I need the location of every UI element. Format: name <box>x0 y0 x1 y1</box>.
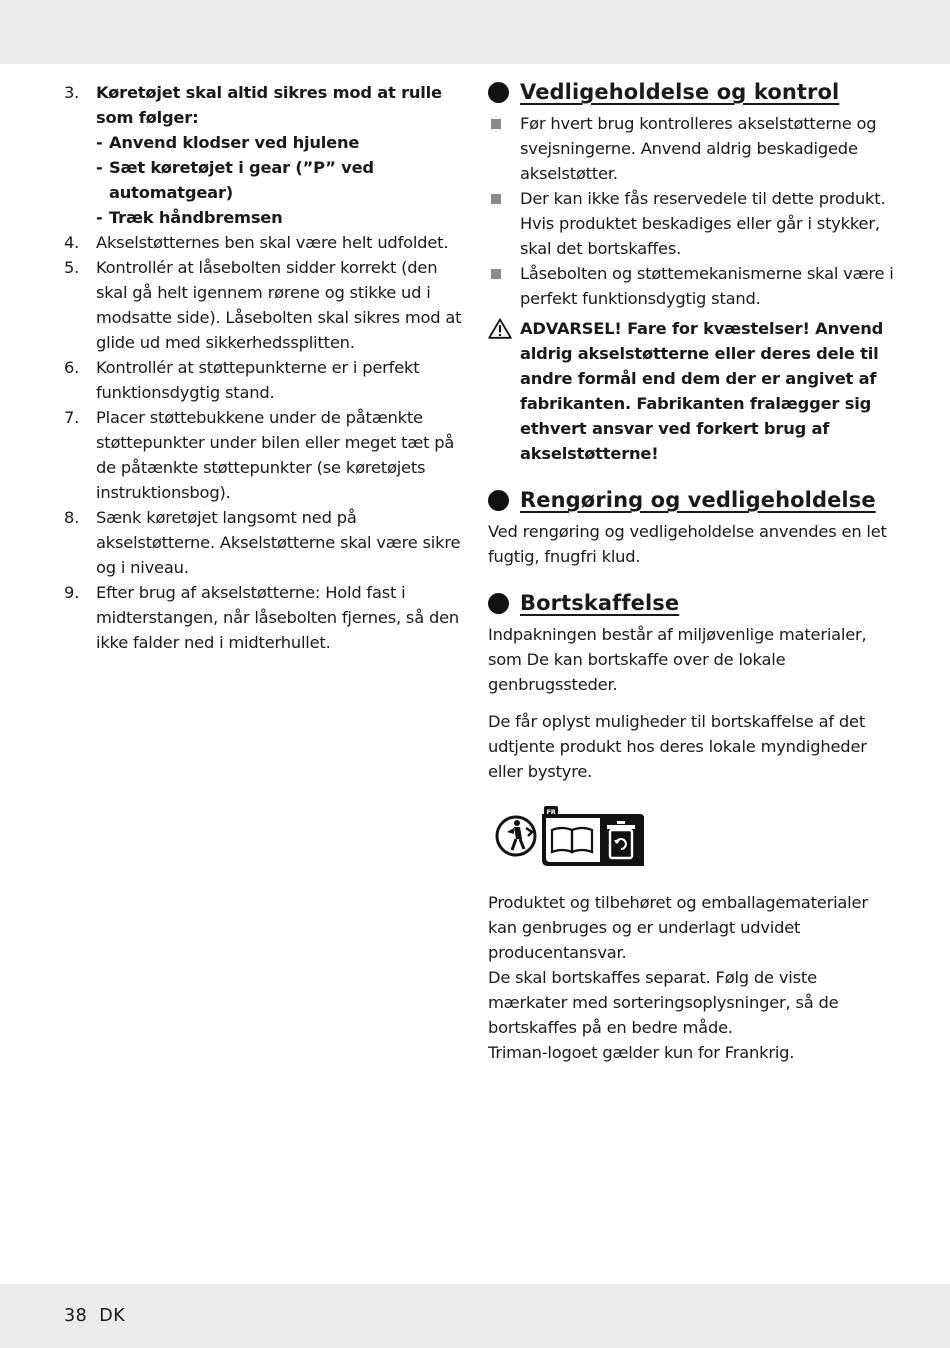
step-number: 6. <box>64 358 80 377</box>
top-band <box>0 0 950 64</box>
heading-text: Rengøring og vedligeholdelse <box>520 488 876 512</box>
warning-triangle-icon <box>488 316 520 466</box>
square-bullet-icon <box>488 111 520 186</box>
sub-text: Sæt køretøjet i gear (”P” ved automatgear) <box>109 158 374 202</box>
maintenance-bullet-2 <box>488 186 898 261</box>
step-text: Kontrollér at låsebolten sidder korrekt (den skal gå helt igennem rørene og stikke ud i modsatte side). Låsebolten skal sikres mod at glide ud med sikkerhedssplitten. <box>96 258 462 352</box>
right-column <box>488 80 898 1065</box>
step-4 <box>64 230 472 255</box>
disposal-para-3-line-3: Triman-logoet gælder kun for Frankrig. <box>488 1043 795 1062</box>
step-text: Sænk køretøjet langsomt ned på akselstøtterne. Akselstøtterne skal være sikre og i niveau. <box>96 508 461 577</box>
step-7 <box>64 405 472 505</box>
fr-badge: FR <box>546 808 556 816</box>
heading-bullet-icon <box>488 82 509 103</box>
cleaning-heading <box>488 488 898 513</box>
recycling-labels <box>492 806 898 870</box>
warning-text: ADVARSEL! Fare for kvæstelser! Anvend aldrig akselstøtterne eller deres dele til andre formål end dem der er angivet af fabrikanten. Fabrikanten fralægger sig ethvert ansvar ved forkert brug af akselstøtterne! <box>520 319 884 463</box>
maintenance-bullet-3 <box>488 261 898 311</box>
step-text: Placer støttebukkene under de påtænkte støttepunkter under bilen eller meget tæt på de påtænkte støttepunkter (se køretøjets instruktionsbog). <box>96 408 455 502</box>
square-bullet-icon <box>488 186 520 261</box>
bullet-text: Før hvert brug kontrolleres akselstøtterne og svejsningerne. Anvend aldrig beskadigede akselstøtter. <box>520 114 877 183</box>
sub-item <box>96 155 472 205</box>
step-8 <box>64 505 472 580</box>
disposal-para-2: De får oplyst muligheder til bortskaffelse af det udtjente produkt hos deres lokale myndigheder eller bystyre. <box>488 712 867 781</box>
bottom-band <box>0 1284 950 1348</box>
heading-text: Bortskaffelse <box>520 591 680 615</box>
step-number: 9. <box>64 583 80 602</box>
sub-text: Anvend klodser ved hjulene <box>109 133 360 152</box>
sub-dash: - <box>96 208 103 227</box>
heading-text: Vedligeholdelse og kontrol <box>520 80 840 104</box>
step-5 <box>64 255 472 355</box>
warning-block <box>488 316 898 466</box>
heading-bullet-icon <box>488 490 509 511</box>
step-9 <box>64 580 472 655</box>
sub-item <box>96 130 472 155</box>
square-bullet-icon <box>488 261 520 311</box>
language-code: DK <box>99 1306 126 1326</box>
left-column <box>64 80 472 655</box>
bullet-text: Låsebolten og støttemekanismerne skal være i perfekt funktionsdygtig stand. <box>520 264 894 308</box>
step-number: 5. <box>64 258 80 277</box>
step-3 <box>64 80 472 230</box>
maintenance-bullet-1 <box>488 111 898 186</box>
page-number: 38 <box>64 1306 88 1326</box>
step-text: Køretøjet skal altid sikres mod at rulle som følger: <box>96 83 442 127</box>
step-6 <box>64 355 472 405</box>
step-number: 8. <box>64 508 80 527</box>
step-text: Efter brug af akselstøtterne: Hold fast i midterstangen, når låsebolten fjernes, så den ikke falder ned i midterhullet. <box>96 583 460 652</box>
step-number: 7. <box>64 408 80 427</box>
page-footer <box>64 1306 125 1326</box>
step-text: Akselstøtternes ben skal være helt udfoldet. <box>96 233 449 252</box>
bullet-text: Der kan ikke fås reservedele til dette produkt. Hvis produktet beskadiges eller går i stykker, skal det bortskaffes. <box>520 189 886 258</box>
step-number: 3. <box>64 83 80 102</box>
disposal-para-3-line-2: De skal bortskaffes separat. Følg de viste mærkater med sorteringsoplysninger, så de bortskaffes på en bedre måde. <box>488 968 839 1037</box>
sub-item <box>96 205 472 230</box>
disposal-para-1: Indpakningen består af miljøvenlige materialer, som De kan bortskaffe over de lokale genbrugssteder. <box>488 625 867 694</box>
step-text: Kontrollér at støttepunkterne er i perfekt funktionsdygtig stand. <box>96 358 420 402</box>
cleaning-text: Ved rengøring og vedligeholdelse anvendes en let fugtig, fnugfri klud. <box>488 522 887 566</box>
disposal-heading <box>488 591 898 616</box>
sub-text: Træk håndbremsen <box>109 208 283 227</box>
sub-dash: - <box>96 158 103 177</box>
triman-logo-icon <box>492 806 652 870</box>
sub-dash: - <box>96 133 103 152</box>
step-body <box>96 80 472 230</box>
heading-bullet-icon <box>488 593 509 614</box>
disposal-para-3-line-1: Produktet og tilbehøret og emballagematerialer kan genbruges og er underlagt udvidet producentansvar. <box>488 893 868 962</box>
step-number: 4. <box>64 233 80 252</box>
maintenance-heading <box>488 80 898 105</box>
